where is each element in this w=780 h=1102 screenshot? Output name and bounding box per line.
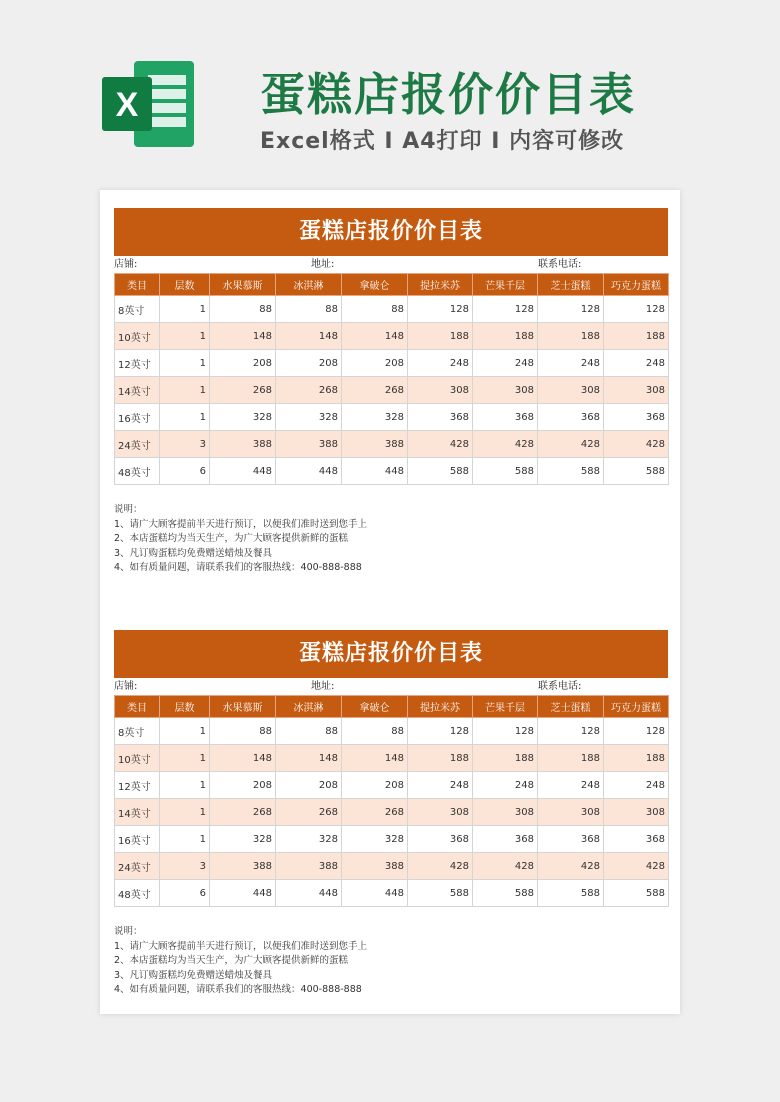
price-cell: 128 (604, 718, 669, 745)
price-cell: 6 (160, 458, 210, 485)
price-cell: 428 (604, 853, 669, 880)
sheet-title: 蛋糕店报价价目表 (114, 630, 668, 678)
table-row (115, 458, 669, 485)
price-cell: 328 (276, 404, 342, 431)
price-cell: 308 (473, 799, 538, 826)
price-cell: 388 (210, 431, 276, 458)
shop-label: 店铺: (114, 259, 138, 270)
price-cell: 588 (604, 880, 669, 907)
price-cell: 188 (473, 323, 538, 350)
size-cell: 48英寸 (115, 458, 160, 485)
price-cell: 188 (604, 745, 669, 772)
column-header: 类目 (115, 274, 160, 296)
price-cell: 88 (276, 718, 342, 745)
price-cell: 128 (473, 718, 538, 745)
price-cell: 588 (473, 458, 538, 485)
price-cell: 388 (210, 853, 276, 880)
size-cell: 12英寸 (115, 772, 160, 799)
price-cell: 248 (538, 350, 604, 377)
shop-label: 店铺: (114, 681, 138, 692)
size-cell: 14英寸 (115, 799, 160, 826)
price-cell: 328 (276, 826, 342, 853)
note-item: 2、本店蛋糕均为当天生产，为广大顾客提供新鲜的蛋糕 (114, 955, 349, 966)
price-cell: 448 (210, 880, 276, 907)
price-cell: 188 (604, 323, 669, 350)
price-cell: 1 (160, 745, 210, 772)
price-cell: 428 (473, 853, 538, 880)
column-header: 水果慕斯 (210, 696, 276, 718)
price-cell: 1 (160, 404, 210, 431)
price-cell: 248 (538, 772, 604, 799)
address-label: 地址: (311, 259, 335, 270)
table-row (115, 404, 669, 431)
phone-label: 联系电话: (538, 681, 582, 692)
price-cell: 368 (538, 404, 604, 431)
price-cell: 248 (604, 350, 669, 377)
price-cell: 208 (276, 350, 342, 377)
price-cell: 368 (408, 404, 473, 431)
price-cell: 248 (408, 350, 473, 377)
subtitle: Excel格式 I A4打印 I 内容可修改 (260, 129, 625, 154)
price-cell: 188 (538, 323, 604, 350)
price-cell: 148 (276, 745, 342, 772)
table-row (115, 826, 669, 853)
table-body (115, 718, 669, 907)
column-header: 冰淇淋 (276, 274, 342, 296)
price-cell: 88 (342, 718, 408, 745)
price-cell: 248 (408, 772, 473, 799)
address-label: 地址: (311, 681, 335, 692)
table-row (115, 853, 669, 880)
note-item: 3、凡订购蛋糕均免费赠送蜡烛及餐具 (114, 969, 273, 981)
price-sheet-1 (114, 208, 668, 576)
price-cell: 148 (342, 745, 408, 772)
column-header: 芒果千层 (473, 274, 538, 296)
price-cell: 188 (473, 745, 538, 772)
size-cell: 48英寸 (115, 880, 160, 907)
price-cell: 248 (604, 772, 669, 799)
price-cell: 128 (538, 296, 604, 323)
table-header-row (115, 696, 669, 718)
notes-title: 说明： (114, 926, 143, 937)
column-header: 提拉米苏 (408, 696, 473, 718)
column-header: 拿破仑 (342, 274, 408, 296)
price-table (114, 273, 669, 485)
price-cell: 1 (160, 350, 210, 377)
price-cell: 368 (473, 826, 538, 853)
price-cell: 328 (210, 404, 276, 431)
note-item: 2、本店蛋糕均为当天生产，为广大顾客提供新鲜的蛋糕 (114, 533, 349, 544)
price-sheet-2 (114, 630, 668, 998)
price-cell: 448 (342, 880, 408, 907)
size-cell: 24英寸 (115, 853, 160, 880)
table-row (115, 431, 669, 458)
price-cell: 1 (160, 772, 210, 799)
table-row (115, 377, 669, 404)
price-cell: 328 (210, 826, 276, 853)
table-row (115, 350, 669, 377)
price-cell: 148 (276, 323, 342, 350)
price-cell: 208 (342, 772, 408, 799)
note-item: 1、请广大顾客提前半天进行预订，以便我们准时送到您手上 (114, 940, 368, 952)
price-cell: 208 (210, 350, 276, 377)
column-header: 提拉米苏 (408, 274, 473, 296)
price-cell: 208 (276, 772, 342, 799)
price-cell: 268 (342, 799, 408, 826)
price-cell: 268 (276, 377, 342, 404)
column-header: 冰淇淋 (276, 696, 342, 718)
price-cell: 588 (604, 458, 669, 485)
document-page (100, 190, 680, 1014)
price-cell: 588 (473, 880, 538, 907)
price-cell: 448 (276, 880, 342, 907)
price-cell: 448 (210, 458, 276, 485)
column-header: 拿破仑 (342, 696, 408, 718)
price-cell: 308 (604, 377, 669, 404)
price-cell: 268 (210, 377, 276, 404)
price-cell: 208 (342, 350, 408, 377)
info-row (114, 256, 668, 273)
table-body (115, 296, 669, 485)
note-item: 4、如有质量问题，请联系我们的客服热线：400-888-888 (114, 562, 362, 573)
note-item: 4、如有质量问题，请联系我们的客服热线：400-888-888 (114, 984, 362, 995)
price-cell: 448 (342, 458, 408, 485)
price-cell: 588 (408, 458, 473, 485)
price-cell: 88 (210, 718, 276, 745)
page-header (0, 0, 780, 180)
price-cell: 188 (408, 745, 473, 772)
info-row (114, 678, 668, 695)
table-row (115, 799, 669, 826)
price-cell: 428 (473, 431, 538, 458)
price-cell: 308 (408, 799, 473, 826)
price-cell: 428 (408, 431, 473, 458)
price-cell: 308 (538, 377, 604, 404)
main-title: 蛋糕店报价价目表 (260, 68, 637, 121)
column-header: 巧克力蛋糕 (604, 274, 669, 296)
column-header: 巧克力蛋糕 (604, 696, 669, 718)
price-cell: 428 (538, 431, 604, 458)
price-cell: 428 (408, 853, 473, 880)
column-header: 芒果千层 (473, 696, 538, 718)
price-cell: 308 (538, 799, 604, 826)
note-item: 3、凡订购蛋糕均免费赠送蜡烛及餐具 (114, 547, 273, 559)
notes-title: 说明： (114, 504, 143, 515)
price-cell: 588 (538, 458, 604, 485)
price-cell: 308 (604, 799, 669, 826)
size-cell: 16英寸 (115, 404, 160, 431)
table-row (115, 296, 669, 323)
price-cell: 128 (473, 296, 538, 323)
price-cell: 1 (160, 377, 210, 404)
price-cell: 388 (342, 431, 408, 458)
price-cell: 6 (160, 880, 210, 907)
phone-label: 联系电话: (538, 259, 582, 270)
price-cell: 3 (160, 431, 210, 458)
price-cell: 428 (538, 853, 604, 880)
price-cell: 188 (408, 323, 473, 350)
price-cell: 128 (408, 718, 473, 745)
logo-letter: X (115, 86, 139, 124)
table-row (115, 745, 669, 772)
price-cell: 448 (276, 458, 342, 485)
price-cell: 148 (210, 745, 276, 772)
price-cell: 328 (342, 826, 408, 853)
price-cell: 88 (276, 296, 342, 323)
price-cell: 368 (604, 826, 669, 853)
price-cell: 1 (160, 718, 210, 745)
price-cell: 188 (538, 745, 604, 772)
price-cell: 368 (538, 826, 604, 853)
price-cell: 1 (160, 799, 210, 826)
price-cell: 368 (473, 404, 538, 431)
price-cell: 208 (210, 772, 276, 799)
price-cell: 148 (342, 323, 408, 350)
notes (114, 503, 668, 576)
table-header-row (115, 274, 669, 296)
price-cell: 268 (210, 799, 276, 826)
price-cell: 388 (276, 431, 342, 458)
size-cell: 16英寸 (115, 826, 160, 853)
table-row (115, 323, 669, 350)
size-cell: 8英寸 (115, 296, 160, 323)
price-cell: 88 (342, 296, 408, 323)
column-header: 类目 (115, 696, 160, 718)
price-cell: 268 (342, 377, 408, 404)
price-cell: 1 (160, 323, 210, 350)
table-row (115, 718, 669, 745)
column-header: 层数 (160, 274, 210, 296)
size-cell: 10英寸 (115, 745, 160, 772)
notes (114, 925, 668, 998)
price-cell: 248 (473, 772, 538, 799)
excel-icon (100, 57, 196, 151)
price-cell: 388 (342, 853, 408, 880)
price-cell: 388 (276, 853, 342, 880)
price-cell: 428 (604, 431, 669, 458)
price-cell: 88 (210, 296, 276, 323)
price-cell: 588 (408, 880, 473, 907)
table-row (115, 880, 669, 907)
column-header: 芝士蛋糕 (538, 696, 604, 718)
price-cell: 128 (538, 718, 604, 745)
price-cell: 368 (408, 826, 473, 853)
size-cell: 8英寸 (115, 718, 160, 745)
price-table (114, 695, 669, 907)
size-cell: 14英寸 (115, 377, 160, 404)
table-row (115, 772, 669, 799)
price-cell: 248 (473, 350, 538, 377)
price-cell: 308 (473, 377, 538, 404)
sheet-title: 蛋糕店报价价目表 (114, 208, 668, 256)
price-cell: 308 (408, 377, 473, 404)
price-cell: 1 (160, 296, 210, 323)
price-cell: 3 (160, 853, 210, 880)
price-cell: 128 (408, 296, 473, 323)
price-cell: 368 (604, 404, 669, 431)
price-cell: 148 (210, 323, 276, 350)
price-cell: 328 (342, 404, 408, 431)
column-header: 芝士蛋糕 (538, 274, 604, 296)
note-item: 1、请广大顾客提前半天进行预订，以便我们准时送到您手上 (114, 518, 368, 530)
price-cell: 588 (538, 880, 604, 907)
size-cell: 24英寸 (115, 431, 160, 458)
price-cell: 268 (276, 799, 342, 826)
price-cell: 128 (604, 296, 669, 323)
column-header: 水果慕斯 (210, 274, 276, 296)
size-cell: 10英寸 (115, 323, 160, 350)
size-cell: 12英寸 (115, 350, 160, 377)
column-header: 层数 (160, 696, 210, 718)
price-cell: 1 (160, 826, 210, 853)
